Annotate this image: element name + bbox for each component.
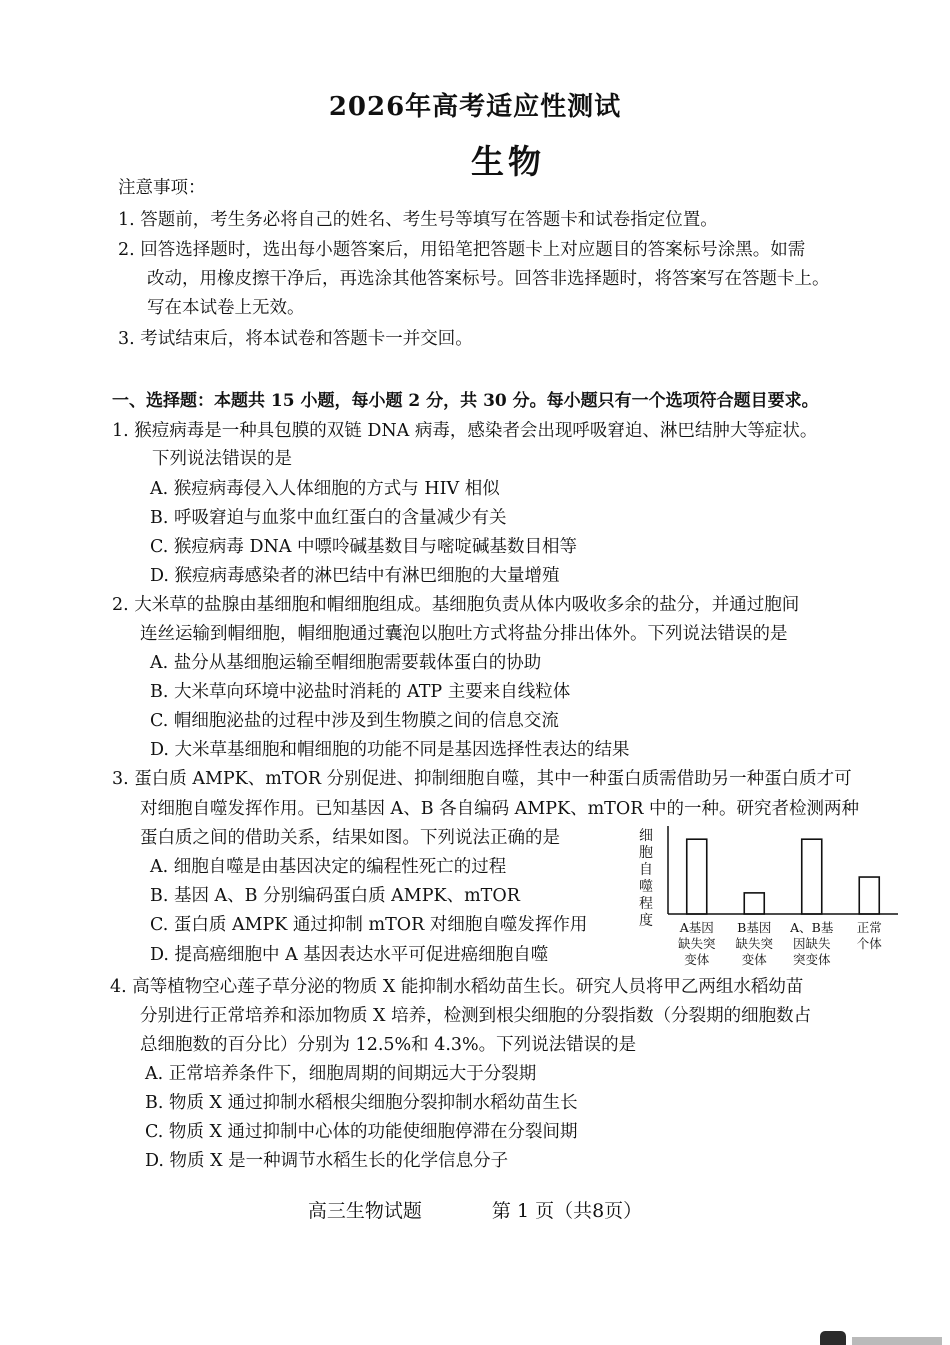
answer-option: C. 帽细胞泌盐的过程中涉及到生物膜之间的信息交流 <box>150 711 559 731</box>
notice-item: 3. 考试结束后，将本试卷和答题卡一并交回。 <box>118 329 473 349</box>
question-stem: 分别进行正常培养和添加物质 X 培养，检测到根尖细胞的分裂指数（分裂期的细胞数占 <box>140 1006 812 1026</box>
x-tick-label: A基因缺失突变体 <box>677 920 716 967</box>
footer-page-number: 第 1 页（共8页） <box>491 1200 643 1222</box>
subject-title: 生物 <box>471 142 545 181</box>
scanner-logo-icon <box>818 1325 950 1345</box>
bar <box>744 893 764 914</box>
question-stem: 下列说法错误的是 <box>152 449 292 469</box>
footer-subject: 高三生物试题 <box>307 1200 422 1222</box>
answer-option: D. 物质 X 是一种调节水稻生长的化学信息分子 <box>145 1151 509 1171</box>
answer-option: D. 大米草基细胞和帽细胞的功能不同是基因选择性表达的结果 <box>150 740 630 760</box>
x-tick-label: 正常个体 <box>856 920 882 951</box>
section-heading: 一、选择题：本题共 15 小题，每小题 2 分，共 30 分。每小题只有一个选项符合题目要求。 <box>112 391 819 411</box>
answer-option: C. 猴痘病毒 DNA 中嘌呤碱基数目与嘧啶碱基数目相等 <box>150 537 577 557</box>
notice-heading: 注意事项： <box>118 178 206 198</box>
bar <box>859 877 879 914</box>
answer-option: A. 正常培养条件下，细胞周期的间期远大于分裂期 <box>145 1064 537 1084</box>
answer-option: B. 大米草向环境中泌盐时消耗的 ATP 主要来自线粒体 <box>150 682 571 702</box>
exam-title: 2026年高考适应性测试 <box>328 92 622 122</box>
answer-option: A. 细胞自噬是由基因决定的编程性死亡的过程 <box>150 857 507 877</box>
bar <box>802 839 822 914</box>
notice-item: 改动，用橡皮擦干净后，再选涂其他答案标号。回答非选择题时，将答案写在答题卡上。 <box>147 269 830 289</box>
notice-item: 1. 答题前，考生务必将自己的姓名、考生号等填写在答题卡和试卷指定位置。 <box>118 210 718 230</box>
question-stem: 4. 高等植物空心莲子草分泌的物质 X 能抑制水稻幼苗生长。研究人员将甲乙两组水稻幼苗 <box>110 977 804 997</box>
x-tick-label: B基因缺失突变体 <box>735 920 774 967</box>
answer-option: B. 基因 A、B 分别编码蛋白质 AMPK、mTOR <box>150 886 520 906</box>
page-footer <box>0 1196 950 1223</box>
question-stem: 2. 大米草的盐腺由基细胞和帽细胞组成。基细胞负责从体内吸收多余的盐分，并通过胞间 <box>112 595 800 615</box>
question-stem: 蛋白质之间的借助关系，结果如图。下列说法正确的是 <box>140 828 560 848</box>
answer-option: D. 提高癌细胞中 A 基因表达水平可促进癌细胞自噬 <box>150 945 549 965</box>
answer-option: D. 猴痘病毒感染者的淋巴结中有淋巴细胞的大量增殖 <box>150 566 560 586</box>
notice-item: 2. 回答选择题时，选出每小题答案后，用铅笔把答题卡上对应题目的答案标号涂黑。如需 <box>118 240 806 260</box>
notice-item: 写在本试卷上无效。 <box>147 298 305 318</box>
autophagy-bar-chart <box>632 826 900 976</box>
question-stem: 对细胞自噬发挥作用。已知基因 A、B 各自编码 AMPK、mTOR 中的一种。研究者检测两种 <box>140 799 859 819</box>
answer-option: A. 猴痘病毒侵入人体细胞的方式与 HIV 相似 <box>150 479 500 499</box>
answer-option: B. 呼吸窘迫与血浆中血红蛋白的含量减少有关 <box>150 508 507 528</box>
x-tick-label: A、B基因缺失突变体 <box>790 920 834 967</box>
answer-option: C. 蛋白质 AMPK 通过抑制 mTOR 对细胞自噬发挥作用 <box>150 915 588 935</box>
answer-option: A. 盐分从基细胞运输至帽细胞需要载体蛋白的协助 <box>150 653 542 673</box>
y-axis-label: 细胞自噬程度 <box>639 828 653 929</box>
answer-option: B. 物质 X 通过抑制水稻根尖细胞分裂抑制水稻幼苗生长 <box>145 1093 578 1113</box>
question-stem: 3. 蛋白质 AMPK、mTOR 分别促进、抑制细胞自噬，其中一种蛋白质需借助另一种蛋白质才可 <box>112 769 852 789</box>
question-stem: 1. 猴痘病毒是一种具包膜的双链 DNA 病毒，感染者会出现呼吸窘迫、淋巴结肿大等症状。 <box>112 421 818 441</box>
bar <box>687 839 707 914</box>
question-stem: 总细胞数的百分比）分别为 12.5%和 4.3%。下列说法错误的是 <box>140 1035 637 1055</box>
question-stem: 连丝运输到帽细胞，帽细胞通过囊泡以胞吐方式将盐分排出体外。下列说法错误的是 <box>140 624 788 644</box>
answer-option: C. 物质 X 通过抑制中心体的功能使细胞停滞在分裂间期 <box>145 1122 578 1142</box>
